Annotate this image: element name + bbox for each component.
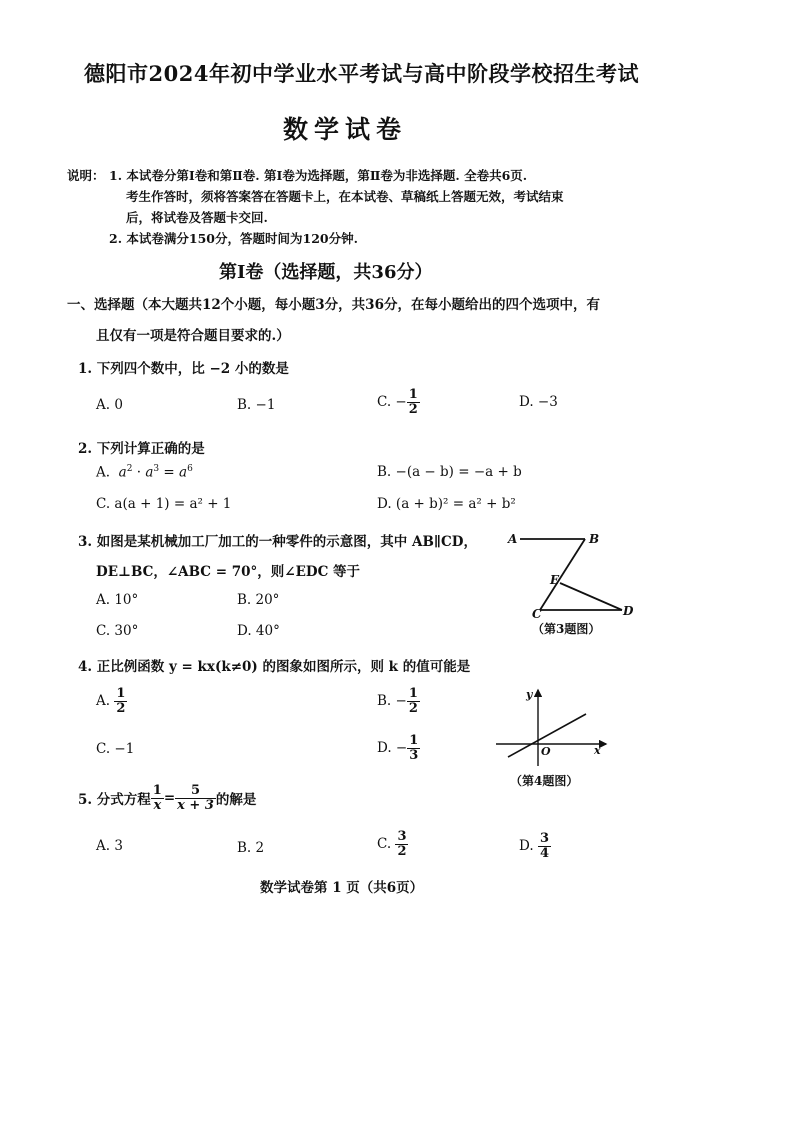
notes-label: 说明： [67,168,105,183]
q3-label-a: A [508,532,518,546]
q4-option-c: C. −1 [96,741,135,757]
q2-option-b: B. −(a − b) = −a + b [377,464,522,480]
q3-label-c: C [532,607,542,621]
q4-axis-y-label: y [526,688,533,701]
q5-option-d-fraction: $\frac{3}{4}$ [539,831,549,861]
q5-stem: 5. 分式方程 $\frac{1}{x}$ = $\frac{5}{x + 3}$ 的解是 [78,783,257,813]
q3-line-bc [540,539,585,610]
q4-option-a-fraction: $\frac{1}{2}$ [116,686,126,716]
page-footer: 数学试卷第 1 页（共6页） [260,880,424,896]
q1-stem: 1. 下列四个数中，比 −2 小的数是 [78,361,289,377]
q2-option-a: A. $a^2 \cdot a^3 = a^6$ [96,464,193,481]
q3-option-a: A. 10° [96,592,139,608]
q2-option-c: C. a(a + 1) = a² + 1 [96,496,232,512]
q3-label-e: E [550,573,560,587]
notes-line-2: 考生作答时，须将答案答在答题卡上，在本试卷、草稿纸上答题无效，考试结束 [126,189,564,204]
q3-stem-line-1: 3. 如图是某机械加工厂加工的一种零件的示意图，其中 AB∥CD， [78,534,477,550]
q5-fraction-2: $\frac{5}{x + 3}$ [177,783,214,813]
section-title: 第Ⅰ卷（选择题，共36分） [219,262,433,283]
q3-line-de [560,583,622,610]
q4-figure-caption: （第4题图） [510,774,579,788]
part1-heading: 一、选择题（本大题共12个小题，每小题3分，共36分，在每小题给出的四个选项中，有 [67,297,600,313]
q3-option-d: D. 40° [237,623,280,639]
q4-axis-x-label: x [594,744,601,757]
q3-option-c: C. 30° [96,623,139,639]
exam-title: 德阳市2024年初中学业水平考试与高中阶段学校招生考试 [84,61,639,86]
q4-origin-label: O [541,745,551,758]
q5-option-a: A. 3 [96,838,123,854]
q1-option-b: B. −1 [237,397,276,413]
q1-option-a: A. 0 [96,397,123,413]
q5-option-d: D. $\frac{3}{4}$ [519,831,549,861]
q1-option-c [377,388,420,416]
q3-option-b: B. 20° [237,592,280,608]
q4-figure [494,684,614,770]
q5-option-c-fraction: $\frac{3}{2}$ [397,829,407,859]
subject-title: 数学试卷 [283,115,408,144]
q4-stem: 4. 正比例函数 y = kx(k≠0) 的图象如图所示，则 k 的值可能是 [78,659,471,675]
q2-stem: 2. 下列计算正确的是 [78,441,205,457]
q2-option-d: D. (a + b)² = a² + b² [377,496,516,512]
q5-option-b: B. 2 [237,840,265,856]
q4-option-b-fraction: $\frac{1}{2}$ [408,686,418,716]
q4-option-d-fraction: $\frac{1}{3}$ [409,733,419,763]
q3-figure-caption: （第3题图） [532,622,601,636]
q5-option-c: C. $\frac{3}{2}$ [377,829,407,859]
notes-line-3: 后，将试卷及答题卡交回. [126,210,268,225]
q5-fraction-1: $\frac{1}{x}$ [152,783,162,813]
q3-stem-line-2: DE⊥BC，∠ABC = 70°，则∠EDC 等于 [96,564,361,580]
q1-option-c-label: C. − [377,394,407,411]
q1-option-d: D. −3 [519,394,558,410]
q3-label-d: D [623,604,634,618]
part1-heading-2: 且仅有一项是符合题目要求的.） [96,328,290,344]
q4-option-a: A. $\frac{1}{2}$ [96,686,126,716]
q4-option-d: D. − $\frac{1}{3}$ [377,733,419,763]
notes-line-1: 1. 本试卷分第Ⅰ卷和第Ⅱ卷. 第Ⅰ卷为选择题，第Ⅱ卷为非选择题. 全卷共6页. [109,168,528,183]
notes-line-4: 2. 本试卷满分150分，答题时间为120分钟. [109,231,358,246]
q1-option-c-fraction: $\frac{1}{2}$ [408,387,418,417]
q4-option-b: B. − $\frac{1}{2}$ [377,686,418,716]
q3-label-b: B [589,532,600,546]
